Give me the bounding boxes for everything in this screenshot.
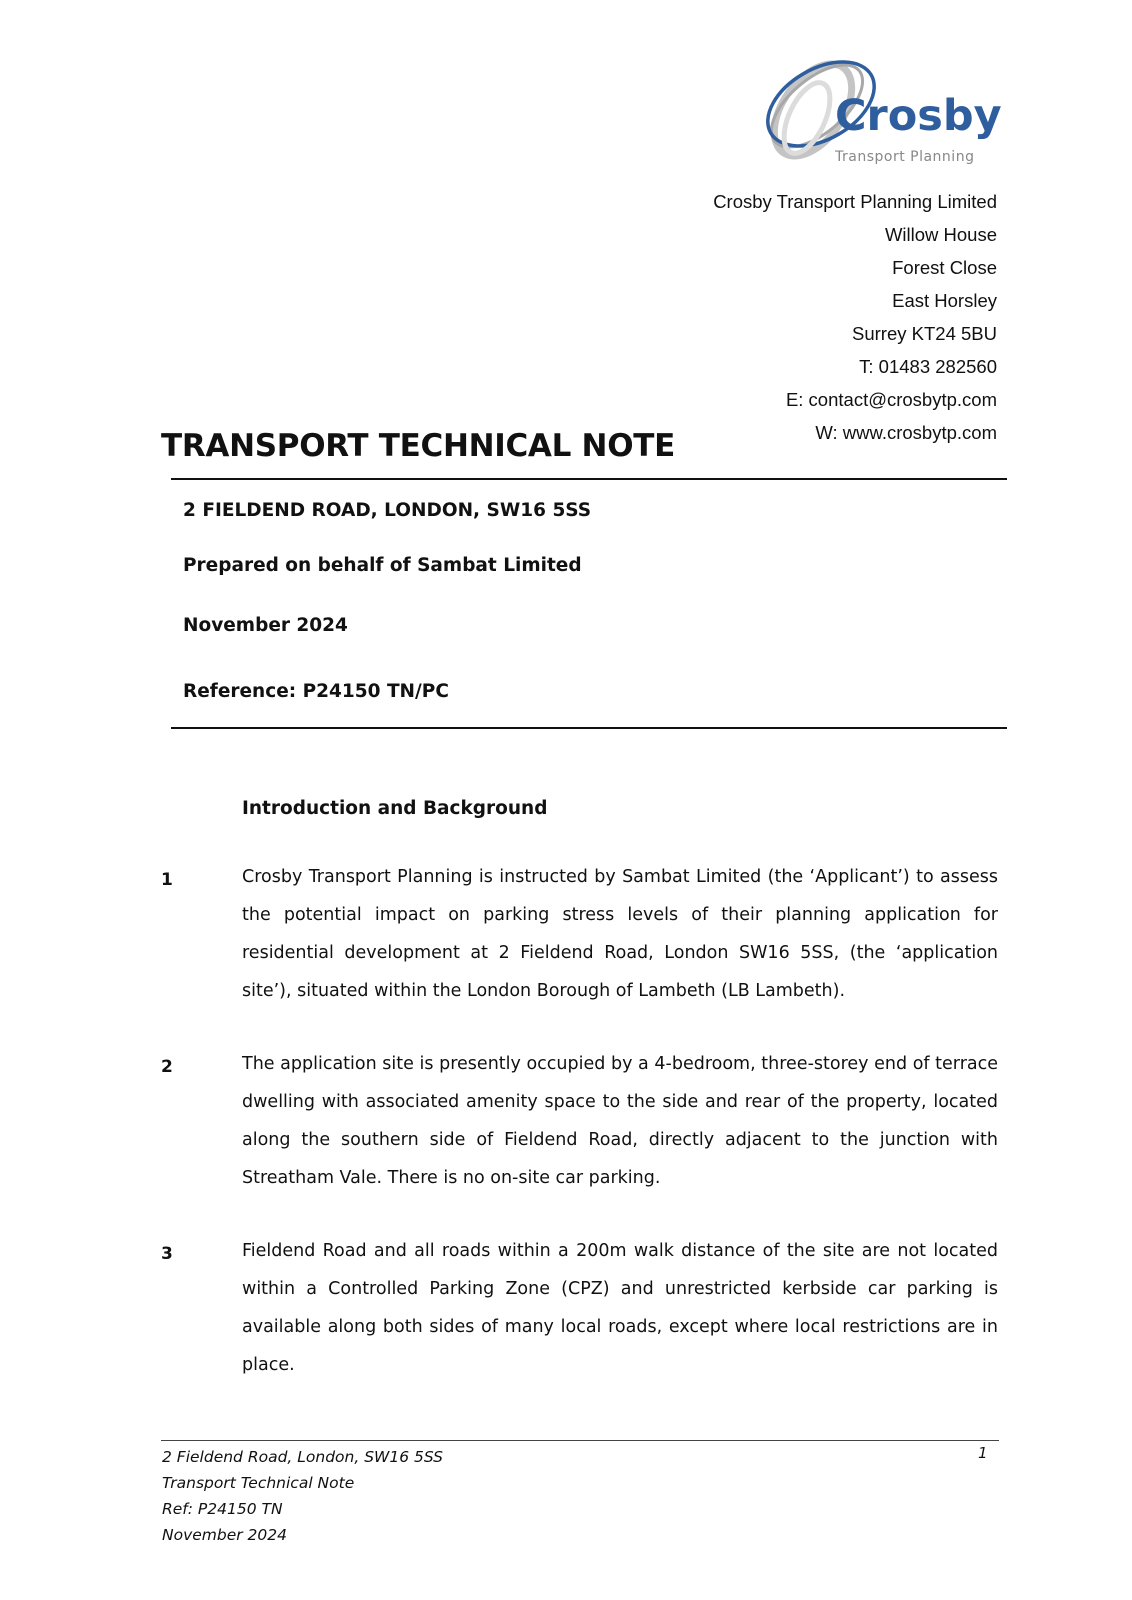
paragraph-text: The application site is presently occupied by a 4-bedroom, three-storey end of terrace dwelling with associated amenity space to the side and rear of the property, located along the southern side of Fieldend Road, directly adjacent to the junction with Streatham Vale. There is no on-site car parking. (242, 1054, 998, 1188)
address-telephone: T: 01483 282560 (859, 356, 997, 377)
address-email: E: contact@crosbytp.com (785, 389, 997, 410)
paragraph-number: 3 (161, 1244, 173, 1264)
address-town: East Horsley (892, 290, 997, 311)
page-number: 1 (978, 1444, 988, 1462)
address-building: Willow House (884, 224, 997, 245)
paragraph-text: Crosby Transport Planning is instructed by Sambat Limited (the ‘Applicant’) to assess the potential impact on parking stress levels of their planning application for residential development at 2 Fieldend Road, London SW16 5SS, (the ‘application site’), situated within the London Borough of Lambeth (LB Lambeth). (242, 867, 998, 1001)
footer-divider (161, 1440, 999, 1441)
footer-date: November 2024 (162, 1526, 288, 1544)
paragraph-number: 1 (161, 870, 173, 890)
paragraph-number: 2 (161, 1057, 173, 1077)
address-website: W: www.crosbytp.com (815, 422, 997, 443)
document-date: November 2024 (183, 615, 348, 636)
section-heading: Introduction and Background (242, 798, 548, 819)
company-address-block (713, 190, 997, 454)
document-reference: Reference: P24150 TN/PC (183, 681, 449, 702)
footer-reference: Ref: P24150 TN (162, 1500, 283, 1518)
address-postcode: Surrey KT24 5BU (852, 323, 997, 344)
logo-brand-name: Crosby (835, 91, 1002, 141)
company-logo (755, 40, 1002, 175)
document-title: TRANSPORT TECHNICAL NOTE (161, 428, 675, 464)
company-name: Crosby Transport Planning Limited (713, 191, 997, 212)
footer-document-type: Transport Technical Note (162, 1474, 355, 1492)
prepared-for: Prepared on behalf of Sambat Limited (183, 555, 582, 576)
logo-tagline: Transport Planning (835, 149, 975, 165)
site-address: 2 FIELDEND ROAD, LONDON, SW16 5SS (183, 500, 592, 521)
title-divider-top (171, 478, 1007, 480)
page-footer (162, 1444, 443, 1548)
paragraph-text: Fieldend Road and all roads within a 200m walk distance of the site are not located within a Controlled Parking Zone (CPZ) and unrestricted kerbside car parking is available along both sides of many local roads, except where local restrictions are in place. (242, 1241, 998, 1375)
footer-site-address: 2 Fieldend Road, London, SW16 5SS (162, 1448, 444, 1466)
address-street: Forest Close (892, 257, 997, 278)
title-divider-bottom (171, 727, 1007, 729)
